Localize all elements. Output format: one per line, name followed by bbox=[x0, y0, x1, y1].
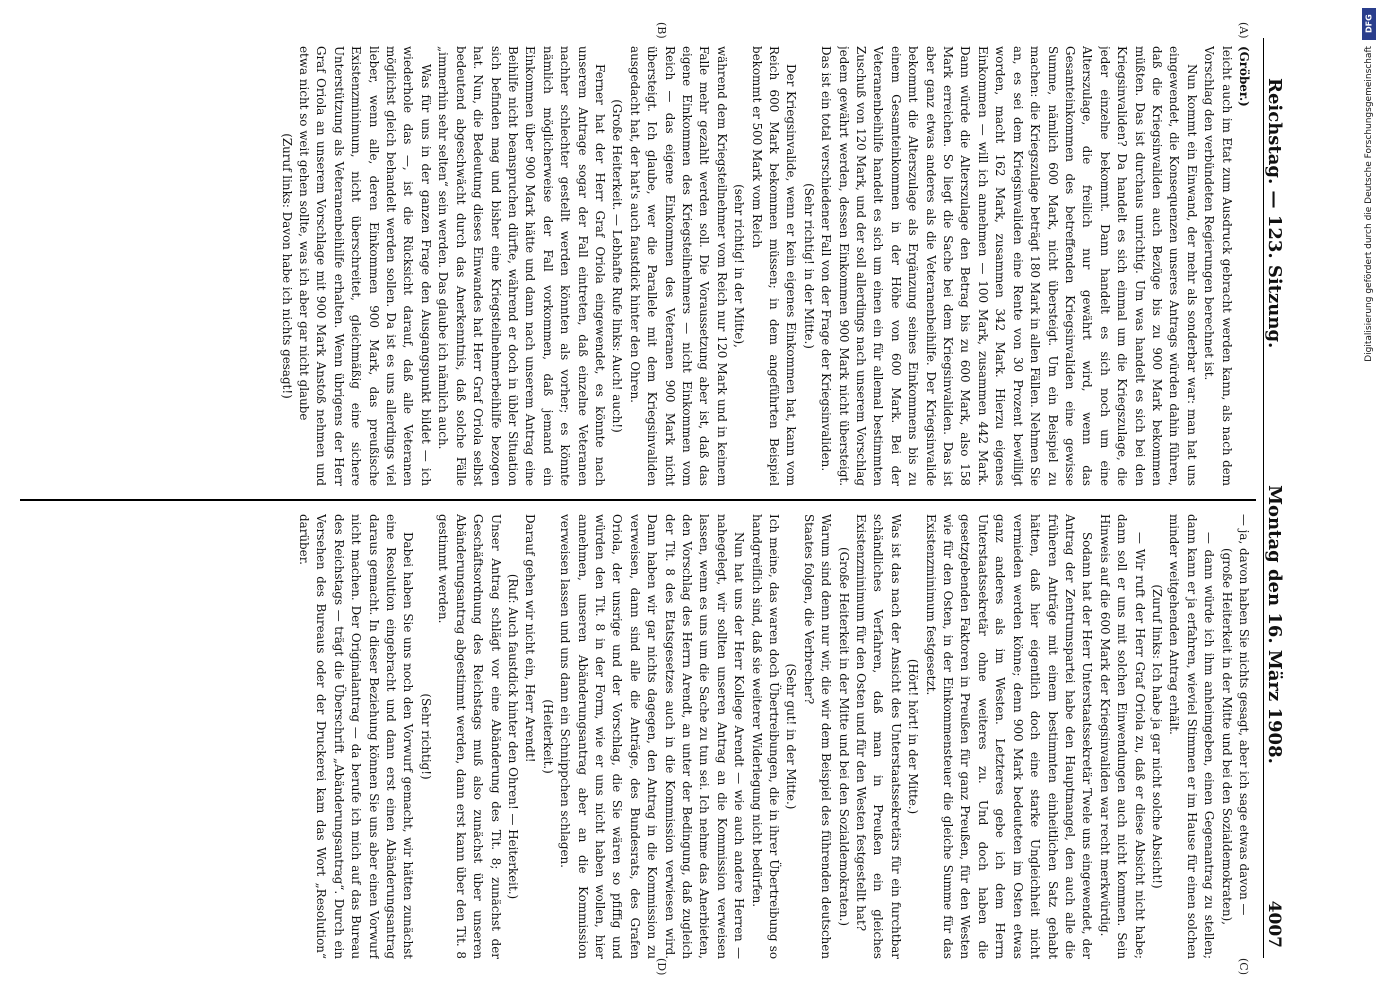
right-column bbox=[18, 514, 1252, 959]
dfg-logo-icon: DFG bbox=[1362, 8, 1376, 40]
interjection: (Heiterkeit.) bbox=[540, 699, 555, 774]
digitization-credit bbox=[1362, 8, 1376, 993]
paragraph: Warum sind denn nur wir, die wir dem Beispiel des führenden deutschen Staates folgen, die Verbrecher? bbox=[801, 514, 834, 959]
margin-marker-a: (A) bbox=[1237, 22, 1250, 39]
left-column bbox=[18, 46, 1252, 486]
interjection: (Sehr gut! in der Mitte.) bbox=[784, 663, 799, 810]
paragraph: Unser Antrag schlägt vor eine Abänderung des Tit. 8; zunächst der Geschäftsordnung des Reichstags muß also zunächst über unseren Abänderungsantrag abgestimmt werden, dann erst kann über den Tit. 8 gestimmt werden. bbox=[436, 514, 503, 959]
paragraph: Der Kriegsinvalide, wenn er kein eigenes Einkommen hat, kann vom Reich 600 Mark bekommen müssen; in dem angeführten Beispiel bekommt er 500 Mark vom Reich bbox=[749, 46, 799, 486]
paragraph: Was für uns in der ganzen Frage den Ausgangspunkt bildet — ich wiederhole das —, ist die Rücksicht darauf, daß alle Veteranen möglichst gleich behandelt werden sollen. Da ist es uns allerdings viel lieber, wenn alle, deren Einkommen 900 Mark, das preußische Existenzminimum, nicht überschreitet, gleichmäßig eine sichere Unterstützung als Veteranenbeihilfe erhalten. Wenn übrigens der Herr Graf Oriola an unserem Vorschlage mit 900 Mark Anstoß nehmen und etwa nicht so weit gehen sollte, was ich aber gar nicht glaube bbox=[297, 46, 433, 486]
margin-marker-d: (D) bbox=[655, 958, 668, 976]
rotated-page-scan bbox=[0, 18, 1308, 978]
paragraph: Was ist das nach der Ansicht des Unterstaatssekretärs für ein furchtbar schändliches Verfahren, daß man in Preußen ein gleiches Existenzminimum für den Osten und für den Westen festgestellt hat? bbox=[854, 514, 903, 959]
paragraph: Darauf gehen wir nicht ein, Herr Arendt! bbox=[523, 514, 538, 763]
paragraph: Dabei haben Sie uns noch den Vorwurf gemacht, wir hätten zunächst eine Resolution eingebracht und dann erst einen Abänderungsantrag daraus gemacht. In dieser Beziehung können Sie uns aber einen Vorwurf nicht machen. Der Originalantrag — da berufe ich mich auf das Bureau des Reichstags — trägt die Überschrift „Abänderungsantrag“. Durch ein Versehen des Bureaus oder der Druckerei kam das Wort „Resolution“ darüber. bbox=[297, 514, 416, 959]
paragraph: Sodann hat der Herr Unterstaatssekretär Twele uns eingewendet, der Antrag der Zentrumspartei habe den Hauptmangel, den auch alle die früheren Anträge mit einem bestimmten einheitlichen Satz gehabt hätten, daß hier eigentlich doch eine starke Ungleichheit nicht vermieden werden könne; denn 900 Mark bedeuteten im Osten etwas ganz anderes als im Westen. Letzteres gebe ich dem Herrn Unterstaatssekretär ohne weiteres zu. Und doch haben die gesetzgebenden Faktoren in Preußen für ganz Preußen, für den Westen wie für den Osten, in der Einkommensteuer die gleiche Summe für das Existenzminimum festgesetzt. bbox=[923, 514, 1095, 959]
paragraph: Ferner hat der Herr Graf Oriola eingewendet, es könnte nach unserem Antrage sogar der Fall eintreten, daß einzelne Veteranen nachher schlechter gestellt werden könnten als vorher; es könnte nämlich möglicherweise der Fall vorkommen, daß jemand ein Einkommen über 900 Mark hätte und dann nach unserem Antrag eine Beihilfe nicht beanspruchen dürfte, während er doch in übler Situation sich befinden mag und bisher eine Kriegsteilnehmerbeihilfe bezogen hat. Nun, die Bedeutung dieses Einwandes hat Herr Graf Oriola selbst bedeutend abgeschwächt durch das Anerkenntnis, daß solche Fälle „immerhin sehr selten“ sein werden. Das glaube ich nämlich auch. bbox=[436, 46, 607, 486]
paragraph: — Wir ruft der Herr Graf Oriola zu, daß er diese Absicht nicht habe; dann soll er uns mit solchen Einwendungen auch nicht kommen. Sein Hinweis auf die 600 Mark der Kriegsinvaliden war recht merkwürdig. bbox=[1097, 514, 1147, 959]
paragraph: Nun hat uns der Herr Kollege Arendt — wie auch andere Herren — nahegelegt, wir sollten unseren Antrag an die Kommission verweisen lassen, wenn es uns um die Sache zu tun sei. Ich nehme das Anerbieten, den Vorschlag des Herrn Arendt, an unter der Bedingung, daß zugleich der Tit. 8 des Etatsgesetzes auch in die Kommission verwiesen wird. Dann haben wir gar nichts dagegen, den Antrag in die Kommission zu verweisen, dann sind alle die Anträge, des Bundesrats, des Grafen Oriola, der unsrige und der Vorschlag, die Sie wären so pfiffig und würden den Tit. 8 in der Form, wie er uns nicht haben wollen, hier annehmen, unseren Abänderungsantrag aber an die Kommission verweisen lassen und uns dann ein Schnippchen schlagen. bbox=[558, 514, 747, 959]
header-date: Montag den 16. März 1908. bbox=[1264, 485, 1285, 764]
paragraph: während dem Kriegsteilnehmer vom Reich nur 120 Mark und in keinem Falle mehr gezahlt werden soll. Die Voraussetzung aber ist, daß das eigene Einkommen des Kriegsteilnehmers — nicht Einkommen vom Reich — das eigene Einkommen des Veteranen 900 Mark nicht übersteigt. Ich glaube, wer die Parallele mit dem Kriegsinvaliden ausgedacht hat, der hat's auch faustdick hinter den Ohren. bbox=[627, 46, 729, 486]
interjection: (Zuruf links: Ich habe ja gar nicht solche Absicht!) bbox=[1149, 584, 1164, 889]
interjection: (Ruf: Auch faustdick hinter den Ohren! — Heiterkeit.) bbox=[505, 573, 520, 900]
header-left: Reichstag. — 123. Sitzung. bbox=[1264, 78, 1285, 349]
interjection: (Sehr richtig! in der Mitte.) bbox=[801, 183, 816, 349]
paragraph: Ich meine, das waren doch Übertreibungen, die in ihrer Übertreibung so handgreiflich sind, daß sie weiterer Widerlegung nicht bedürfen. bbox=[749, 514, 782, 959]
margin-marker-c: (C) bbox=[1237, 958, 1250, 975]
paragraph: leicht auch im Etat zum Ausdruck gebracht werden kann, als nach dem Vorschlag den verbündeten Regierungen berechnet ist. bbox=[1202, 46, 1234, 486]
interjection: (sehr richtig! in der Mitte), bbox=[732, 184, 747, 348]
paragraph: Nun kommt ein Einwand, der mehr als sonderbar war: man hat uns eingewendet, die Konsequenzen unseres Antrags würden dahin führen, daß die Kriegsinvaliden auch Bezüge bis zu 900 Mark bekommen müßten. Das ist durchaus unrichtig. Um was handelt es sich bei den Kriegsinvaliden? Da handelt es sich einmal um die Kriegszulage, die jeder einzelne bekommt. Dann handelt es sich noch um eine Alterszulage, die freilich nur gewährt wird, wenn das Gesamteinkommen des betreffenden Kriegsinvaliden eine gewisse Summe, nämlich 600 Mark, nicht übersteigt. Um ein Beispiel zu machen: die Kriegszulage beträgt 180 Mark in allen Fällen. Nehmen Sie an, es sei dem Kriegsinvaliden eine Rente von 30 Prozent bewilligt worden, macht 162 Mark, zusammen 342 Mark. Hierzu eigenes Einkommen — will ich annehmen — 100 Mark, zusammen 442 Mark. Dann würde die Alterszulage den Betrag bis zu 600 Mark, also 158 Mark erreichen. So liegt die Sache bei dem Kriegsinvaliden. Das ist aber ganz etwas anderes als die Veteranenbeihilfe. Der Kriegsinvalide bekommt die Alterszulage als Ergänzung seines Einkommens bis zu einem Gesamteinkommen in der Höhe von 600 Mark. Bei der Veteranenbeihilfe handelt es sich um einen ein für allemal bestimmten Zuschuß von 120 Mark, und der soll allerdings nach unserem Vorschlag jedem gewährt werden, dessen Einkommen 900 Mark nicht übersteigt. Das ist ein total verschiedener Fall von der Frage der Kriegsinvaliden. bbox=[819, 46, 1199, 486]
paragraph: — ja, davon haben Sie nichts gesagt, aber ich sage etwas davon — bbox=[1237, 514, 1251, 916]
interjection: (Große Heiterkeit in der Mitte und bei den Sozialdemokraten.) bbox=[836, 547, 851, 926]
page-number: 4007 bbox=[1264, 900, 1284, 948]
column-divider bbox=[20, 499, 1256, 501]
interjection: (Große Heiterkeit. — Lebhafte Rufe links: Auch! auch!) bbox=[610, 99, 625, 433]
interjection: (Sehr richtig!) bbox=[418, 693, 433, 780]
running-head bbox=[1263, 38, 1298, 958]
margin-marker-b: (B) bbox=[655, 22, 668, 39]
paragraph: — dann würde ich ihm anheimgeben, einen Gegenantrag zu stellen; dann kann er ja erfahren, wieviel Stimmen er im Hause für einen solchen minder weitgehenden Antrag erhält. bbox=[1167, 514, 1217, 959]
interjection: (große Heiterkeit in der Mitte und bei den Sozialdemokraten), bbox=[1219, 547, 1234, 926]
interjection: (Zuruf links: Davon habe ich nichts gesagt!) bbox=[279, 133, 294, 399]
interjection: (Hört! hört! in der Mitte.) bbox=[906, 658, 921, 815]
credit-text: Digitalisierung gefördert durch die Deutsche Forschungsgemeinschaft bbox=[1364, 46, 1374, 362]
speaker-name: (Gröber.) bbox=[1237, 46, 1251, 107]
